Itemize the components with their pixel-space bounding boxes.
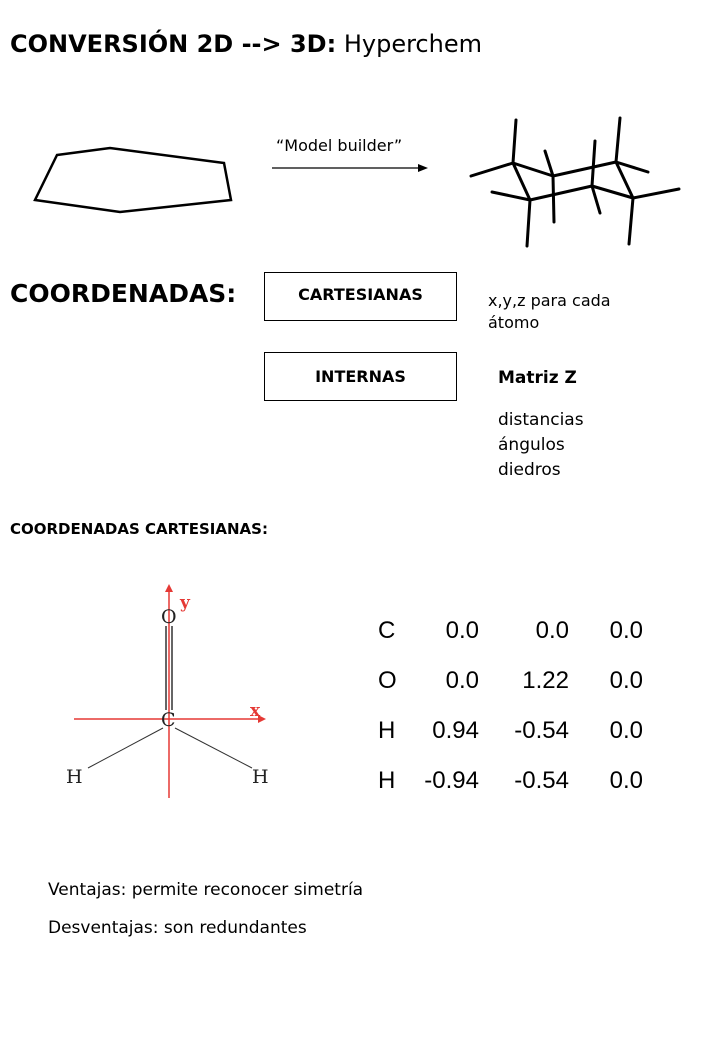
z-cell: 0.0 — [609, 767, 643, 794]
internas-item-diedros: diedros — [498, 460, 561, 480]
x-cell: 0.0 — [445, 617, 479, 644]
cartesianas-label: CARTESIANAS — [298, 285, 423, 304]
ch-bond-left — [88, 728, 163, 768]
coordenadas-heading: COORDENADAS: — [10, 279, 237, 308]
x-cell: 0.94 — [432, 717, 479, 744]
y-axis-arrow-icon — [165, 584, 173, 592]
atom-label-h-left: H — [66, 766, 83, 788]
atom-cell: H — [378, 717, 396, 744]
x-cell: 0.0 — [445, 667, 479, 694]
cartesian-section-heading: COORDENADAS CARTESIANAS: — [10, 520, 268, 538]
x-cell: -0.94 — [424, 767, 479, 794]
y-cell: 1.22 — [522, 667, 569, 694]
internas-item-distancias: distancias — [498, 410, 584, 430]
internas-label: INTERNAS — [315, 367, 406, 386]
model-builder-label: “Model builder” — [276, 136, 403, 155]
bonds — [88, 626, 252, 768]
atom-label-o: O — [161, 606, 177, 628]
table-row — [378, 606, 643, 656]
y-axis-label: y — [180, 593, 190, 613]
title-bold: CONVERSIÓN 2D --> 3D: — [10, 30, 337, 58]
atom-label-c: C — [161, 709, 176, 731]
cartesianas-description: x,y,z para cada átomo — [488, 291, 611, 332]
internas-item-angulos: ángulos — [498, 435, 565, 455]
x-axis-label: x — [250, 701, 261, 721]
matriz-z-label: Matriz Z — [498, 368, 577, 388]
coordinates-table — [378, 606, 643, 806]
y-cell: 0.0 — [535, 617, 569, 644]
y-cell: -0.54 — [514, 717, 569, 744]
atom-cell: O — [378, 667, 397, 694]
z-cell: 0.0 — [609, 617, 643, 644]
z-cell: 0.0 — [609, 717, 643, 744]
advantages-text: Ventajas: permite reconocer simetría — [48, 880, 364, 900]
ch-bond-right — [175, 728, 252, 768]
disadvantages-text: Desventajas: son redundantes — [48, 918, 307, 938]
atom-cell: C — [378, 617, 396, 644]
title-software: Hyperchem — [343, 30, 482, 58]
atom-cell: H — [378, 767, 396, 794]
table-row — [378, 706, 643, 756]
table-row — [378, 656, 643, 706]
table-row — [378, 756, 643, 806]
z-cell: 0.0 — [609, 667, 643, 694]
y-cell: -0.54 — [514, 767, 569, 794]
atom-label-h-right: H — [252, 766, 269, 788]
